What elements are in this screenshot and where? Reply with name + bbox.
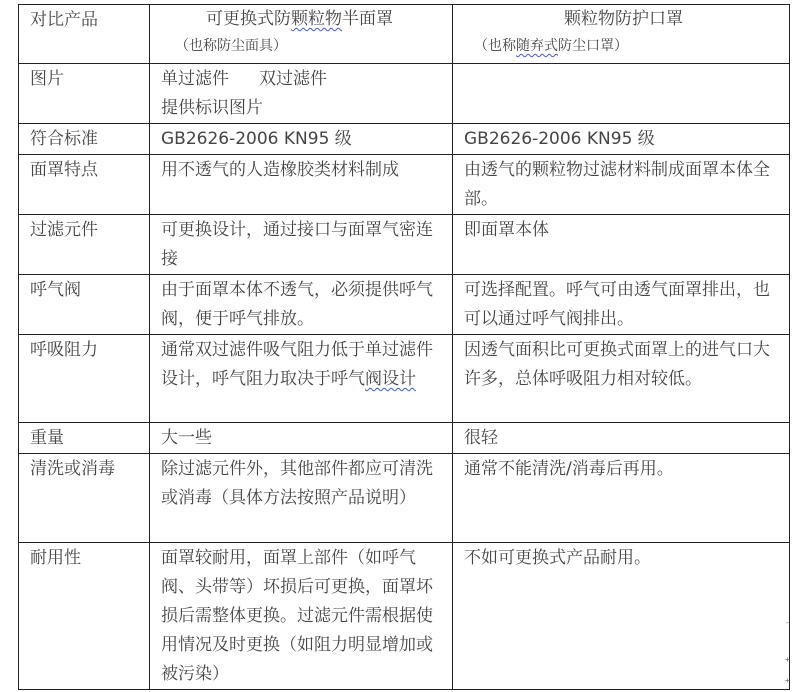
- resistance-cell-b: 因透气面积比可更换式面罩上的进气口大许多，总体呼吸阻力相对较低。: [453, 335, 790, 423]
- cleaning-cell-b: 通常不能清洗/消毒后再用。: [453, 454, 790, 543]
- product-a-title-squiggle: 颗粒物: [291, 9, 342, 29]
- image-cell-a: [150, 64, 453, 124]
- product-b-subtitle-pre: （也称: [474, 38, 516, 54]
- header-product-b-cell: [453, 5, 790, 64]
- durability-cell-a: 面罩较耐用，面罩上部件（如呼气阀、头带等）坏损后可更换，面罩坏损后需整体更换。过滤元件需根据使用情况及时更换（如阻力明显增加或被污染）: [150, 543, 453, 690]
- row-label: 耐用性: [19, 543, 150, 690]
- features-cell-a: 用不透气的人造橡胶类材料制成: [150, 155, 453, 215]
- double-filter-label: 双过滤件: [259, 69, 327, 89]
- row-label: 符合标准: [19, 124, 150, 155]
- filter-cell-a: 可更换设计，通过接口与面罩气密连接: [150, 215, 453, 275]
- product-a-subtitle: （也称防尘面具）: [175, 38, 287, 54]
- table-row: [19, 215, 790, 275]
- resistance-cell-a: [150, 335, 453, 423]
- resistance-squiggle: 阀设计: [365, 369, 416, 389]
- product-a-title: [161, 6, 438, 33]
- table-row: [19, 64, 790, 124]
- product-b-subtitle-post: 防尘口罩）: [558, 38, 628, 54]
- row-label: 过滤元件: [19, 215, 150, 275]
- product-b-subtitle: [464, 33, 783, 59]
- table-row: [19, 423, 790, 454]
- edge-mark: +: [785, 676, 790, 685]
- product-a-title-post: 半面罩: [342, 9, 393, 29]
- row-label: 呼吸阻力: [19, 335, 150, 423]
- edge-mark: -: [785, 618, 790, 627]
- durability-cell-b: 不如可更换式产品耐用。: [453, 543, 790, 690]
- filter-cell-b: 即面罩本体: [453, 215, 790, 275]
- row-label: 清洗或消毒: [19, 454, 150, 543]
- valve-cell-b: 可选择配置。呼气可由透气面罩排出，也可以通过呼气阀排出。: [453, 275, 790, 335]
- header-product-a-cell: [150, 5, 453, 64]
- comparison-table: [18, 4, 790, 690]
- row-label: 图片: [19, 64, 150, 124]
- standard-cell-b: GB2626-2006 KN95 级: [453, 124, 790, 155]
- table-row: [19, 155, 790, 215]
- table-row: [19, 543, 790, 690]
- row-label: 面罩特点: [19, 155, 150, 215]
- row-label: 呼气阀: [19, 275, 150, 335]
- single-filter-label: 单过滤件: [161, 69, 229, 89]
- product-b-title: 颗粒物防护口罩: [564, 9, 683, 29]
- table-row: [19, 5, 790, 64]
- edge-mark: +: [785, 655, 790, 664]
- standard-cell-a: GB2626-2006 KN95 级: [150, 124, 453, 155]
- table-row: [19, 454, 790, 543]
- row-label: 重量: [19, 423, 150, 454]
- image-line-2: 提供标识图片: [161, 98, 263, 118]
- table-row: [19, 275, 790, 335]
- cleaning-cell-a: 除过滤元件外，其他部件都应可清洗或消毒（具体方法按照产品说明）: [150, 454, 453, 543]
- table-row: [19, 335, 790, 423]
- header-label-cell: [19, 5, 150, 64]
- product-a-title-pre: 可更换式防: [206, 9, 291, 29]
- header-label: 对比产品: [30, 10, 98, 30]
- image-cell-b: [453, 64, 790, 124]
- features-cell-b: 由透气的颗粒物过滤材料制成面罩本体全部。: [453, 155, 790, 215]
- weight-cell-a: 大一些: [150, 423, 453, 454]
- table-row: [19, 124, 790, 155]
- image-line-1: [161, 65, 438, 94]
- product-b-subtitle-squiggle: 随弃式: [516, 38, 558, 54]
- weight-cell-b: 很轻: [453, 423, 790, 454]
- resistance-text: 通常双过滤件吸气阻力低于单过滤件设计，呼气阻力取决于呼气: [161, 340, 433, 389]
- valve-cell-a: 由于面罩本体不透气，必须提供呼气阀，便于呼气排放。: [150, 275, 453, 335]
